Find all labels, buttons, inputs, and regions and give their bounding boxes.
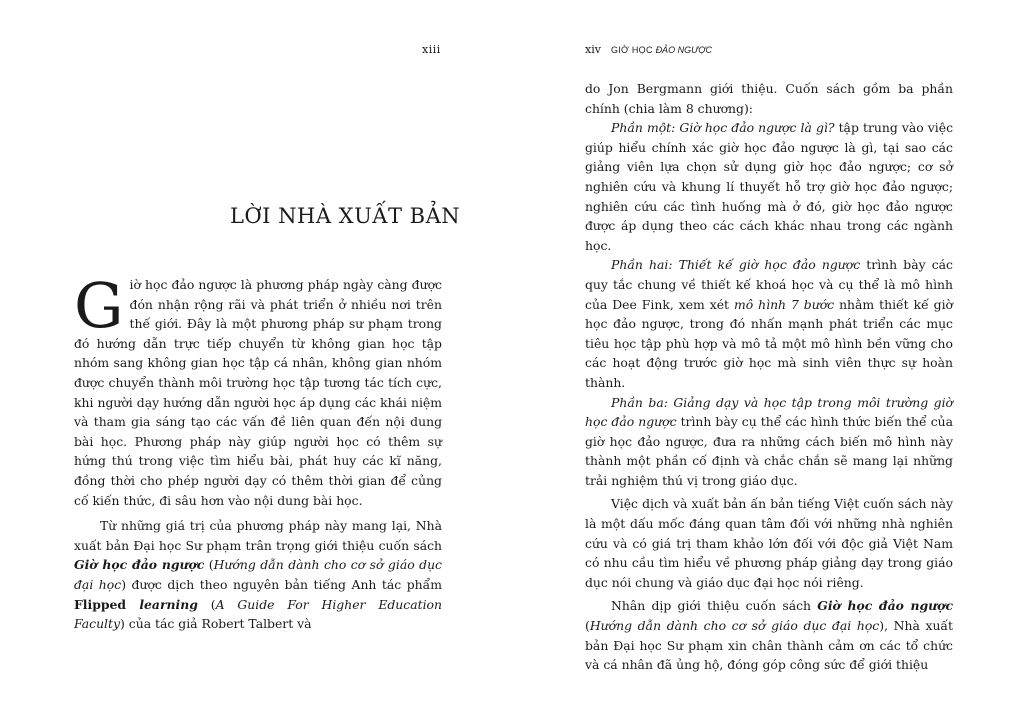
- running-head-title: GIỜ HỌC: [610, 45, 656, 55]
- book-title: Giờ học đảo ngược: [817, 598, 953, 614]
- left-text-column: [74, 269, 442, 634]
- book-subtitle: Hướng dẫn dành cho cơ sở giáo dục đại học: [74, 557, 442, 592]
- text-run: Từ những giá trị của phương pháp này mang lại, Nhà xuất bản Đại học Sư phạm trân trọng giới thiệu cuốn sách: [74, 518, 442, 553]
- original-title-b: learning: [139, 596, 198, 612]
- paragraph-part-two: [585, 255, 953, 392]
- part-two-heading: Phần hai: Thiết kế giờ học đảo ngược: [611, 257, 861, 273]
- book-subtitle: Hướng dẫn dành cho cơ sở giáo dục đại học: [589, 618, 880, 634]
- page-number-right: xiv: [585, 43, 601, 56]
- text-run: (: [585, 618, 590, 634]
- text-run: trình bày các quy tắc chung về thiết kế khoá học và cụ thể là mô hình của Dee Fink, xem xét: [585, 257, 953, 312]
- running-head-title-italic: ĐẢO NGƯỢC: [655, 45, 713, 55]
- text-run: tập trung vào việc giúp hiểu chính xác giờ học đảo ngược là gì, tại sao các giảng viên lựa chọn sử dụng giờ học đảo ngược; cơ sở nghiên cứu và khung lí thuyết hỗ trợ giờ học đảo ngược; nghiên cứu các tình huống mà ở đó, giờ học đảo ngược được áp dụng theo các cách khác nhau trong các ngành học.: [585, 120, 954, 253]
- paragraph-part-one: [585, 118, 953, 255]
- paragraph-intro: [74, 269, 442, 510]
- paragraph-continued: do Jon Bergmann giới thiệu. Cuốn sách gồm ba phần chính (chia làm 8 chương):: [585, 81, 953, 116]
- paragraph-part-three: [585, 393, 953, 491]
- paragraph-significance: Việc dịch và xuất bản ấn bản tiếng Việt cuốn sách này là một dấu mốc đáng quan tâm đối với những nhà nghiên cứu và có giá trị tham khảo lớn đối với độc giả Việt Nam có nhu cầu tìm hiểu về phương pháp giảng dạy trong giáo dục nói chung và giáo dục đại học nói riêng.: [585, 496, 953, 590]
- part-one-heading: Phần một: Giờ học đảo ngược là gì?: [611, 120, 835, 136]
- text-run: trình bày cụ thể các hình thức biến thể của giờ học đảo ngược, đưa ra những cách biến mô hình này thành một phần cố định và chắc chắn sẽ mang lại những trải nghiệm thú vị trong giáo dục.: [585, 414, 954, 488]
- paragraph-book-intro: [74, 516, 442, 634]
- text-run: (: [197, 596, 216, 612]
- paragraph-intro-text: iờ học đảo ngược là phương pháp ngày càng được đón nhận rộng rãi và phát triển ở nhiều nơi trên thế giới. Đây là một phương pháp sư phạm trong đó hướng dẫn trực tiếp chuyển từ không gian học tập nhóm sang không gian học tập cá nhân, không gian nhóm được chuyển thành môi trường học tập tương tác tích cực, khi người dạy hướng dẫn người học áp dụng các khái niệm và tham gia sáng tạo các vấn đề liên quan đến nội dung bài học. Phương pháp này giúp người học có thêm sự hứng thú trong việc tìm hiểu bài, phát huy các kĩ năng, đồng thời cho phép người dạy có thêm thời gian để củng cố kiến thức, đi sâu hơn vào nội dung bài học.: [74, 277, 442, 508]
- right-text-column: [585, 79, 953, 675]
- page-number-left: xiii: [422, 43, 441, 56]
- chapter-title: LỜI NHÀ XUẤT BẢN: [230, 204, 461, 229]
- original-subtitle: A Guide For Higher Education Faculty: [74, 596, 442, 632]
- text-run: nhằm thiết kế giờ học đảo ngược, trong đó nhấn mạnh phát triển các mục tiêu học tập phù hợp và mô tả một mô hình bền vững cho các hoạt động trước giờ học mà sinh viên thực sự hoàn thành.: [585, 296, 953, 390]
- paragraph-acknowledgement: [585, 596, 953, 674]
- book-title: Giờ học đảo ngược: [74, 557, 205, 573]
- text-run: ) được dịch theo nguyên bản tiếng Anh tác phẩm: [121, 576, 442, 592]
- part-three-heading: Phần ba: Giảng dạy và học tập trong môi trường giờ học đảo ngược: [585, 394, 953, 430]
- original-title-a: Flipped: [74, 596, 140, 612]
- text-run: Nhân dịp giới thiệu cuốn sách: [611, 598, 818, 614]
- running-header: [585, 43, 712, 56]
- text-run: (: [204, 557, 214, 573]
- drop-cap: G: [74, 269, 124, 342]
- text-run: ), Nhà xuất bản Đại học Sư phạm xin chân thành cảm ơn các tổ chức và cá nhân đã ủng hộ, đóng góp công sức để giới thiệu: [585, 618, 953, 673]
- text-run: ) của tác giả Robert Talbert và: [120, 616, 312, 632]
- model-name: mô hình 7 bước: [733, 296, 835, 312]
